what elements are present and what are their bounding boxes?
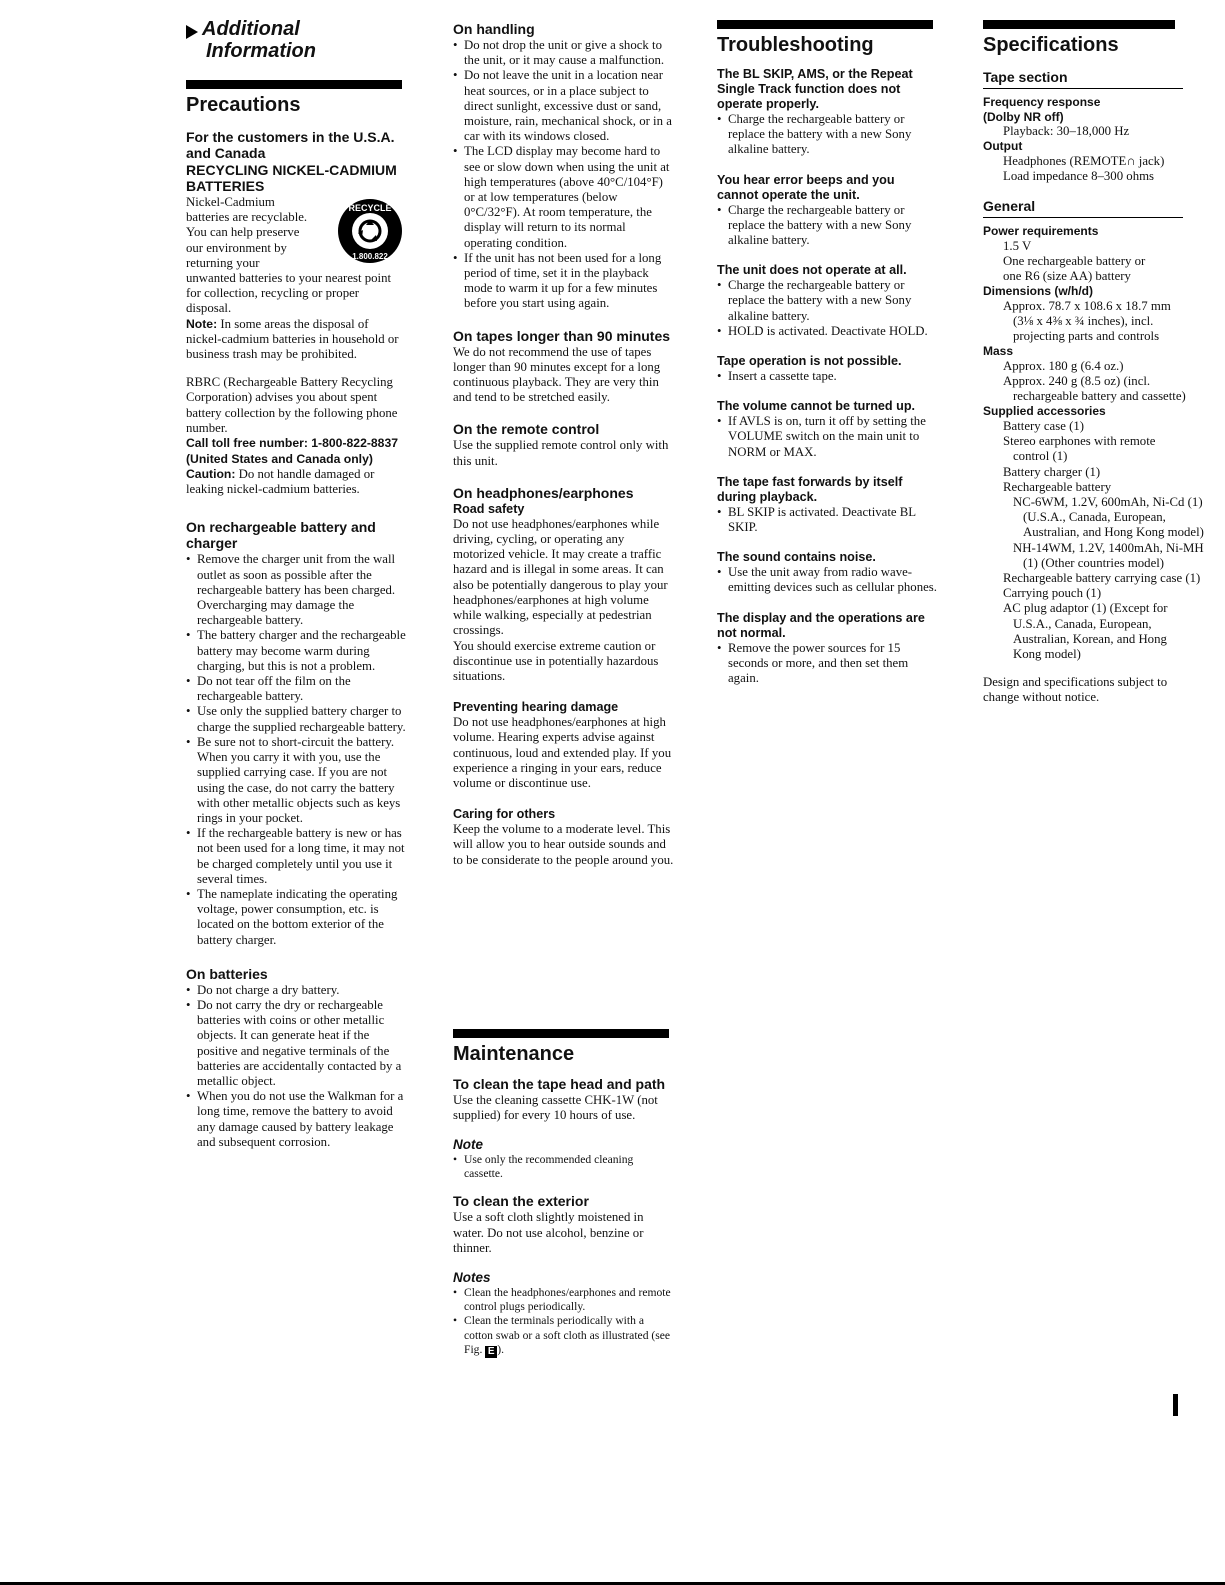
output-value: Load impedance 8–300 ohms bbox=[1003, 168, 1155, 183]
general-label: General bbox=[983, 198, 1036, 215]
remote-paragraph: Use the supplied remote control only with this unit. bbox=[453, 438, 669, 468]
troubleshooting-item-list bbox=[717, 641, 937, 687]
triangle-icon bbox=[186, 25, 198, 39]
troubleshooting-list bbox=[717, 67, 937, 686]
accessory-item: AC plug adaptor (1) (Except for U.S.A., Canada, European, Australian, Korean, and Hong Kong model) bbox=[1003, 601, 1168, 661]
notes-heading: Notes bbox=[453, 1270, 491, 1286]
tape-section-heading bbox=[983, 69, 1183, 89]
accessory-item: Rechargeable battery bbox=[1003, 479, 1112, 494]
section-bar bbox=[186, 80, 402, 89]
note-list bbox=[453, 1153, 675, 1181]
recycle-line: Nickel-Cadmium bbox=[186, 195, 275, 209]
list-item: • Charge the rechargeable battery or replace the battery with a new Sony alkaline battery. bbox=[717, 278, 937, 324]
caution-label: Caution: bbox=[186, 467, 236, 482]
note-label: Note: bbox=[186, 316, 218, 331]
customers-heading: For the customers in the U.S.A. and Canada bbox=[186, 129, 395, 161]
headphones-heading: On headphones/earphones bbox=[453, 484, 634, 501]
section-bar bbox=[717, 20, 933, 29]
troubleshooting-item-heading: The display and the operations are not normal. bbox=[717, 610, 925, 640]
list-item: • The battery charger and the rechargeable battery may become warm during charging, but this is not a problem. bbox=[186, 628, 406, 674]
list-item: • The LCD display may become hard to see or slow down when using the unit at high temperatures (above 40°C/104°F) or at low temperatures (below 0°C/32°F). At room temperature, the display will return to its normal operating condition. bbox=[453, 144, 675, 250]
recycle-block bbox=[186, 195, 406, 271]
list-item: • Be sure not to short-circuit the battery. When you carry it with you, use the supplied carrying case. If you are not using the case, do not carry the battery with other metallic objects such as keys rings in your pocket. bbox=[186, 735, 406, 826]
general-heading bbox=[983, 198, 1183, 218]
dimensions-label: Dimensions (w/h/d) bbox=[983, 284, 1094, 299]
power-label: Power requirements bbox=[983, 224, 1099, 239]
svg-text:1.800.822: 1.800.822 bbox=[352, 252, 388, 261]
caution-paragraph bbox=[186, 467, 406, 497]
list-item: • Use only the recommended cleaning cassette. bbox=[453, 1153, 675, 1181]
list-item bbox=[453, 1314, 675, 1357]
mass-value: Approx. 180 g (6.4 oz.) bbox=[1003, 358, 1124, 373]
road-safety-heading: Road safety bbox=[453, 501, 525, 516]
list-item: • When you do not use the Walkman for a long time, remove the battery to avoid any damage caused by battery leakage and subsequent corrosion. bbox=[186, 1089, 406, 1150]
note-heading: Note bbox=[453, 1137, 483, 1153]
list-item: • The nameplate indicating the operating voltage, power consumption, etc. is located on the bottom exterior of the battery charger. bbox=[186, 887, 406, 948]
list-item: • Use the unit away from radio wave-emitting devices such as cellular phones. bbox=[717, 565, 937, 595]
maintenance-heading: Maintenance bbox=[453, 1043, 575, 1065]
design-notice: Design and specifications subject to change without notice. bbox=[983, 675, 1168, 705]
recharge-list bbox=[186, 552, 406, 947]
accessory-item: Battery charger (1) bbox=[1003, 464, 1101, 479]
troubleshooting-item-heading: The sound contains noise. bbox=[717, 550, 876, 565]
maintenance-section bbox=[453, 1029, 675, 1358]
section-title bbox=[186, 18, 406, 62]
list-item: • Remove the power sources for 15 seconds or more, and then set them again. bbox=[717, 641, 937, 687]
column-3 bbox=[717, 18, 937, 686]
recycle-line: returning your bbox=[186, 255, 260, 270]
accessory-subitem: NC-6WM, 1.2V, 600mAh, Ni-Cd (1) (U.S.A., Canada, European, Australian, and Hong Kong model) bbox=[1013, 494, 1204, 540]
troubleshooting-item-list bbox=[717, 112, 937, 158]
title-line-2: Information bbox=[206, 40, 316, 62]
list-item: • HOLD is activated. Deactivate HOLD. bbox=[717, 324, 937, 339]
note-text: In some areas the disposal of nickel-cadmium batteries in household or business trash may be prohibited. bbox=[186, 316, 399, 362]
accessory-item: Stereo earphones with remote control (1) bbox=[1003, 434, 1156, 464]
clean-head-paragraph: Use the cleaning cassette CHK-1W (not supplied) for every 10 hours of use. bbox=[453, 1093, 658, 1123]
list-item-text: ). bbox=[497, 1342, 505, 1356]
troubleshooting-item-list bbox=[717, 203, 937, 249]
output-label: Output bbox=[983, 139, 1023, 154]
list-item: • If the rechargeable battery is new or has not been used for a long time, it may not be charged completely until you use it several times. bbox=[186, 826, 406, 887]
mass-value: Approx. 240 g (8.5 oz) (incl. rechargeable battery and cassette) bbox=[1003, 374, 1186, 404]
accessory-item: Carrying pouch (1) bbox=[1003, 586, 1102, 601]
list-item: • Do not tear off the film on the rechargeable battery. bbox=[186, 674, 406, 704]
section-bar bbox=[983, 20, 1175, 29]
list-item: • Remove the charger unit from the wall outlet as soon as possible after the rechargeable battery has been charged. Overcharging may damage the rechargeable battery. bbox=[186, 552, 406, 628]
frequency-label: Frequency response (Dolby NR off) bbox=[983, 95, 1101, 124]
list-item: • Insert a cassette tape. bbox=[717, 369, 937, 384]
power-value: 1.5 V bbox=[1003, 238, 1032, 253]
troubleshooting-heading: Troubleshooting bbox=[717, 34, 874, 56]
accessory-item: Rechargeable battery carrying case (1) bbox=[1003, 570, 1201, 585]
troubleshooting-item-list bbox=[717, 505, 937, 535]
list-item: • Use only the supplied battery charger to charge the supplied rechargeable battery. bbox=[186, 704, 406, 734]
list-item: • Charge the rechargeable battery or replace the battery with a new Sony alkaline battery. bbox=[717, 203, 937, 249]
recycle-line: You can help preserve bbox=[186, 225, 300, 240]
handling-list bbox=[453, 38, 675, 312]
specifications-heading: Specifications bbox=[983, 34, 1119, 56]
troubleshooting-item-list bbox=[717, 414, 937, 460]
frequency-value: Playback: 30–18,000 Hz bbox=[1003, 124, 1130, 138]
list-item: • If the unit has not been used for a long period of time, set it in the playback mode to warm it up for a few minutes before you start using again. bbox=[453, 251, 675, 312]
accessory-subitem: NH-14WM, 1.2V, 1400mAh, Ni-MH (1) (Other countries model) bbox=[1013, 540, 1204, 570]
rbrc-paragraph: RBRC (Rechargeable Battery Recycling Corporation) advises you about spent battery collection by the following phone number. bbox=[186, 375, 398, 435]
precautions-heading: Precautions bbox=[186, 94, 301, 116]
troubleshooting-item-heading: The tape fast forwards by itself during playback. bbox=[717, 474, 903, 504]
column-4 bbox=[983, 18, 1204, 706]
troubleshooting-item-list bbox=[717, 369, 937, 384]
supplied-label: Supplied accessories bbox=[983, 404, 1106, 419]
troubleshooting-item-heading: You hear error beeps and you cannot operate the unit. bbox=[717, 172, 895, 202]
recycling-heading: RECYCLING NICKEL-CADMIUM BATTERIES bbox=[186, 162, 397, 194]
accessory-item: Battery case (1) bbox=[1003, 418, 1085, 433]
clean-head-heading: To clean the tape head and path bbox=[453, 1076, 666, 1092]
troubleshooting-item-list bbox=[717, 278, 937, 339]
list-item: • Do not charge a dry battery. bbox=[186, 983, 406, 998]
output-value: Headphones (REMOTE∩ jack) bbox=[1003, 153, 1165, 168]
power-value: One rechargeable battery or one R6 (size AA) battery bbox=[1003, 253, 1146, 284]
caution-text: Do not handle damaged or leaking nickel-cadmium batteries. bbox=[186, 467, 375, 497]
remote-heading: On the remote control bbox=[453, 421, 600, 438]
troubleshooting-item-heading: The BL SKIP, AMS, or the Repeat Single Track function does not operate properly. bbox=[717, 67, 913, 111]
figure-reference: E bbox=[485, 1346, 497, 1358]
troubleshooting-item-heading: The volume cannot be turned up. bbox=[717, 399, 916, 414]
list-item: • Charge the rechargeable battery or replace the battery with a new Sony alkaline battery. bbox=[717, 112, 937, 158]
clean-exterior-paragraph: Use a soft cloth slightly moistened in water. Do not use alcohol, benzine or thinner. bbox=[453, 1210, 644, 1255]
list-item: • Do not carry the dry or rechargeable batteries with coins or other metallic objects. It can generate heat if the positive and negative terminals of the batteries are accidentally contacted by a metallic object. bbox=[186, 998, 406, 1089]
list-item: • BL SKIP is activated. Deactivate BL SKIP. bbox=[717, 505, 937, 535]
troubleshooting-item-list bbox=[717, 565, 937, 595]
hearing-paragraph: Do not use headphones/earphones at high volume. Hearing experts advise against continuous, loud and extended play. If you experience a ringing in your ears, reduce volume or discontinue use. bbox=[453, 715, 672, 790]
troubleshooting-item-heading: Tape operation is not possible. bbox=[717, 354, 902, 369]
recharge-heading: On rechargeable battery and charger bbox=[186, 519, 376, 552]
svg-text:RECYCLE: RECYCLE bbox=[348, 203, 392, 213]
list-item: • Do not leave the unit in a location near heat sources, or in a place subject to direct sunlight, excessive dust or sand, moisture, rain, mechanical shock, or in a car with its windows closed. bbox=[453, 68, 675, 144]
call-toll-free: Call toll free number: 1-800-822-8837 (United States and Canada only) bbox=[186, 436, 399, 466]
hearing-heading: Preventing hearing damage bbox=[453, 700, 619, 715]
dimensions-value: Approx. 78.7 x 108.6 x 18.7 mm (3⅛ x 4⅜ x ¾ inches), incl. projecting parts and controls bbox=[1003, 298, 1171, 344]
tape-section-label: Tape section bbox=[983, 69, 1068, 85]
list-item: • Do not drop the unit or give a shock to the unit, or it may cause a malfunction. bbox=[453, 38, 675, 68]
tapes-heading: On tapes longer than 90 minutes bbox=[453, 327, 671, 344]
batteries-heading: On batteries bbox=[186, 965, 268, 982]
list-item: • Clean the headphones/earphones and remote control plugs periodically. bbox=[453, 1286, 675, 1314]
tapes-paragraph: We do not recommend the use of tapes longer than 90 minutes except for a long continuous playback. They are very thin and tend to be stretched easily. bbox=[453, 344, 661, 405]
recycle-line: our environment by bbox=[186, 240, 287, 255]
batteries-list bbox=[186, 983, 406, 1150]
caring-heading: Caring for others bbox=[453, 807, 556, 822]
column-2 bbox=[453, 18, 675, 868]
recycle-paragraph: unwanted batteries to your nearest point for collection, recycling or proper disposal. bbox=[186, 271, 392, 316]
list-item: • If AVLS is on, turn it off by setting the VOLUME switch on the main unit to NORM or MAX. bbox=[717, 414, 937, 460]
column-1 bbox=[186, 18, 406, 1150]
handling-heading: On handling bbox=[453, 21, 535, 37]
note-paragraph bbox=[186, 317, 406, 363]
section-bar bbox=[453, 1029, 669, 1038]
list-item-text: Clean the terminals periodically with a cotton swab or a soft cloth as illustrated (see Fig. bbox=[464, 1314, 671, 1356]
troubleshooting-item-heading: The unit does not operate at all. bbox=[717, 263, 907, 278]
notes-list bbox=[453, 1286, 675, 1358]
caring-paragraph: Keep the volume to a moderate level. This will allow you to hear outside sounds and to be considerate to the people around you. bbox=[453, 822, 674, 867]
mass-label: Mass bbox=[983, 344, 1014, 359]
recycle-seal-icon bbox=[336, 197, 404, 265]
road-paragraph: Do not use headphones/earphones while driving, cycling, or operating any motorized vehicle. It may create a traffic hazard and is illegal in some areas. It can also be potentially dangerous to play your headphones/earphones at high volume while walking, especially at pedestrian crossings. bbox=[453, 516, 668, 638]
road-paragraph-2: You should exercise extreme caution or discontinue use in potentially hazardous situations. bbox=[453, 638, 659, 683]
page-edge-mark bbox=[1173, 1394, 1178, 1416]
recycle-line: batteries are recyclable. bbox=[186, 210, 308, 225]
clean-exterior-heading: To clean the exterior bbox=[453, 1193, 589, 1210]
title-line-1: Additional bbox=[202, 18, 300, 40]
